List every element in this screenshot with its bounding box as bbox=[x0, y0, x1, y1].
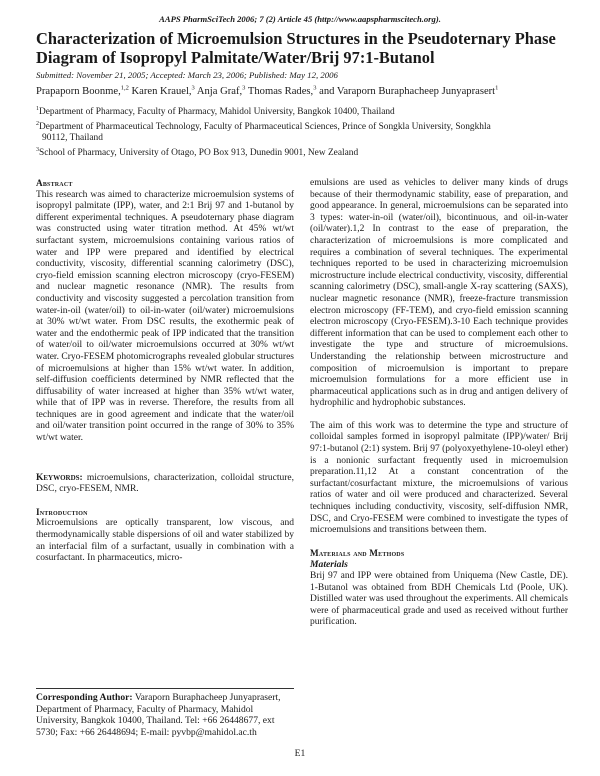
author-name: and Varaporn Buraphacheep Junyaprasert bbox=[319, 86, 496, 97]
author-affiliation-mark: 3 bbox=[191, 84, 195, 92]
author-affiliation-mark: 1,2 bbox=[120, 84, 129, 92]
author-name: Thomas Rades, bbox=[247, 86, 314, 97]
introduction-heading: Introduction bbox=[36, 506, 88, 517]
keywords-block bbox=[36, 473, 294, 496]
author-affiliation-mark: 1 bbox=[495, 84, 499, 92]
page-number: E1 bbox=[294, 748, 306, 759]
introduction-paragraph: The aim of this work was to determine the type and structure of colloidal samples formed in isopropyl palmitate (IPP)/water/ Brij 97:1-butanol (2:1) system. Brij 97 (polyoxyethylene-10-oleyl ether) is a nonionic surfactant frequently used in microemulsion preparation.11,12 At a constant concentration of the surfactant/cosurfactant mixture, the microemulsions of various ratios of water and oil were produced and characterized. Several techniques including conductivity, viscosity, self-diffusion NMR, DSC, and Cryo-FESEM were combined to investigate the types of microemulsions and transitions between them. bbox=[310, 420, 568, 536]
affiliation-number: 1 bbox=[36, 105, 39, 112]
abstract-heading: Abstract bbox=[36, 178, 73, 188]
affiliation-text: Department of Pharmaceutical Technology, Faculty of Pharmaceutical Sciences, Prince of Songkla University, Songkhla bbox=[39, 121, 491, 132]
methods-heading: Materials and Methods bbox=[310, 547, 405, 558]
keywords-text: microemulsions, characterization, colloidal structure, DSC, cryo-FESEM, NMR. bbox=[36, 472, 294, 495]
materials-paragraph: Brij 97 and IPP were obtained from Uniquema (New Castle, DE). 1-Butanol was obtained from BDH Chemicals Ltd (Poole, UK). Distilled water was used throughout the experiments. All chemicals were of pharmaceutical grade and used as received without further purification. bbox=[310, 571, 568, 628]
affiliation-text: Department of Pharmacy, Faculty of Pharmacy, Mahidol University, Bangkok 10400, Thailand bbox=[39, 107, 395, 117]
abstract-text: This research was aimed to characterize microemulsion systems of isopropyl palmitate (IPP), water, and 2:1 Brij 97 and 1-butanol by different experimental techniques. A pseudoternary phase diagram was constructed using water titration method. At 45% wt/wt surfactant system, microemulsions containing various ratios of water and IPP were prepared and identified by electrical conductivity, viscosity, differential scanning calorimetry (DSC), cryo-field emission scanning electron microscopy (cryo-FESEM) and nuclear magnetic resonance (NMR). The results from conductivity and viscosity suggested a percolation transition from water-in-oil (water/oil) to oil-in-water (oil/water) microemulsions at 30% wt/wt water. From DSC results, the exothermic peak of water and the endothermic peak of IPP indicated that the transition of water/oil to oil/water microemulsions occurred at 30% wt/wt water. Cryo-FESEM photomicrographs revealed globular structures of microemulsions at higher than 15% wt/wt water. In addition, self-diffusion coefficients determined by NMR reflected that the diffusability of water increased at higher than 35% wt/wt water, while that of IPP was in reverse. Therefore, the results from all techniques are in good agreement and indicate that the water/oil and oil/water transition point occurred in the range of 30% to 35% wt/wt water. bbox=[36, 189, 294, 444]
author-list bbox=[36, 86, 576, 97]
author-name: Prapaporn Boonme, bbox=[36, 86, 121, 97]
affiliation-number: 2 bbox=[36, 120, 39, 127]
corresponding-author-note bbox=[36, 688, 294, 738]
author-name: Karen Krauel, bbox=[131, 86, 192, 97]
author-affiliation-mark: 3 bbox=[242, 84, 246, 92]
introduction-paragraph: Microemulsions are optically transparent, low viscous, and thermodynamically stable dispersions of oil and water stabilized by an interfacial film of a surfactant, usually in combination with a cosurfactant. In pharmaceutics, micro- bbox=[36, 518, 294, 564]
corresponding-author-text: Varaporn Buraphacheep Junyaprasert, Department of Pharmacy, Faculty of Pharmacy, Mahidol University, Bangkok 10400, Thailand. Tel: +66 26448677, ext 5730; Fax: +66 26448694; E-mail: pyvbp@mahidol.ac.th bbox=[36, 692, 281, 738]
keywords-label: Keywords: bbox=[36, 472, 83, 483]
running-header: AAPS PharmSciTech 2006; 7 (2) Article 45 (http://www.aapspharmscitech.org). bbox=[159, 14, 441, 24]
affiliation-text: School of Pharmacy, University of Otago, PO Box 913, Dunedin 9001, New Zealand bbox=[39, 147, 359, 158]
right-column bbox=[310, 178, 568, 640]
affiliation-number: 3 bbox=[36, 146, 39, 153]
left-column bbox=[36, 178, 294, 576]
author-name: Anja Graf, bbox=[196, 86, 243, 97]
introduction-paragraph: emulsions are used as vehicles to deliver many kinds of drugs because of their thermodynamic stability, ease of preparation, and good appearance. In general, microemulsions can be separated into 3 types: water-in-oil (water/oil), bicontinuous, and oil-in-water (oil/water).1,2 In contrast to the ease of preparation, the characterization of microemulsions is more complicated and requires a combination of several techniques. The experimental techniques reported to be used in characterizing microemulsion microstructure include electrical conductivity, viscosity, differential scanning calorimetry (DSC), small-angle X-ray scattering (SAXS), nuclear magnetic resonance (NMR), freeze-fracture transmission electron microscopy (FF-TEM), and cryo-field emission scanning electron microscopy (Cryo-FESEM).3-10 Each technique provides different information that can be used to complement each other to investigate the type and structure of microemulsions. Understanding the relationship between microstructure and composition of microemulsion is important to prepare microemulsion formulations for a more efficient use in pharmaceutical applications such as in drug and antigen delivery of hydrophilic and hydrophobic substances. bbox=[310, 178, 568, 409]
corresponding-author-label: Corresponding Author: bbox=[36, 692, 133, 703]
affiliation-item bbox=[36, 122, 576, 145]
affiliation-text-continued: 90112, Thailand bbox=[42, 133, 103, 144]
affiliation-list bbox=[36, 107, 576, 162]
affiliation-item bbox=[36, 107, 576, 119]
affiliation-item bbox=[36, 148, 576, 160]
materials-subheading: Materials bbox=[310, 559, 348, 571]
publication-dates: Submitted: November 21, 2005; Accepted: March 23, 2006; Published: May 12, 2006 bbox=[36, 70, 338, 80]
author-affiliation-mark: 3 bbox=[313, 84, 317, 92]
article-title: Characterization of Microemulsion Structures in the Pseudoternary Phase Diagram of Isopropyl Palmitate/Water/Brij 97:1-Butanol bbox=[36, 29, 556, 67]
